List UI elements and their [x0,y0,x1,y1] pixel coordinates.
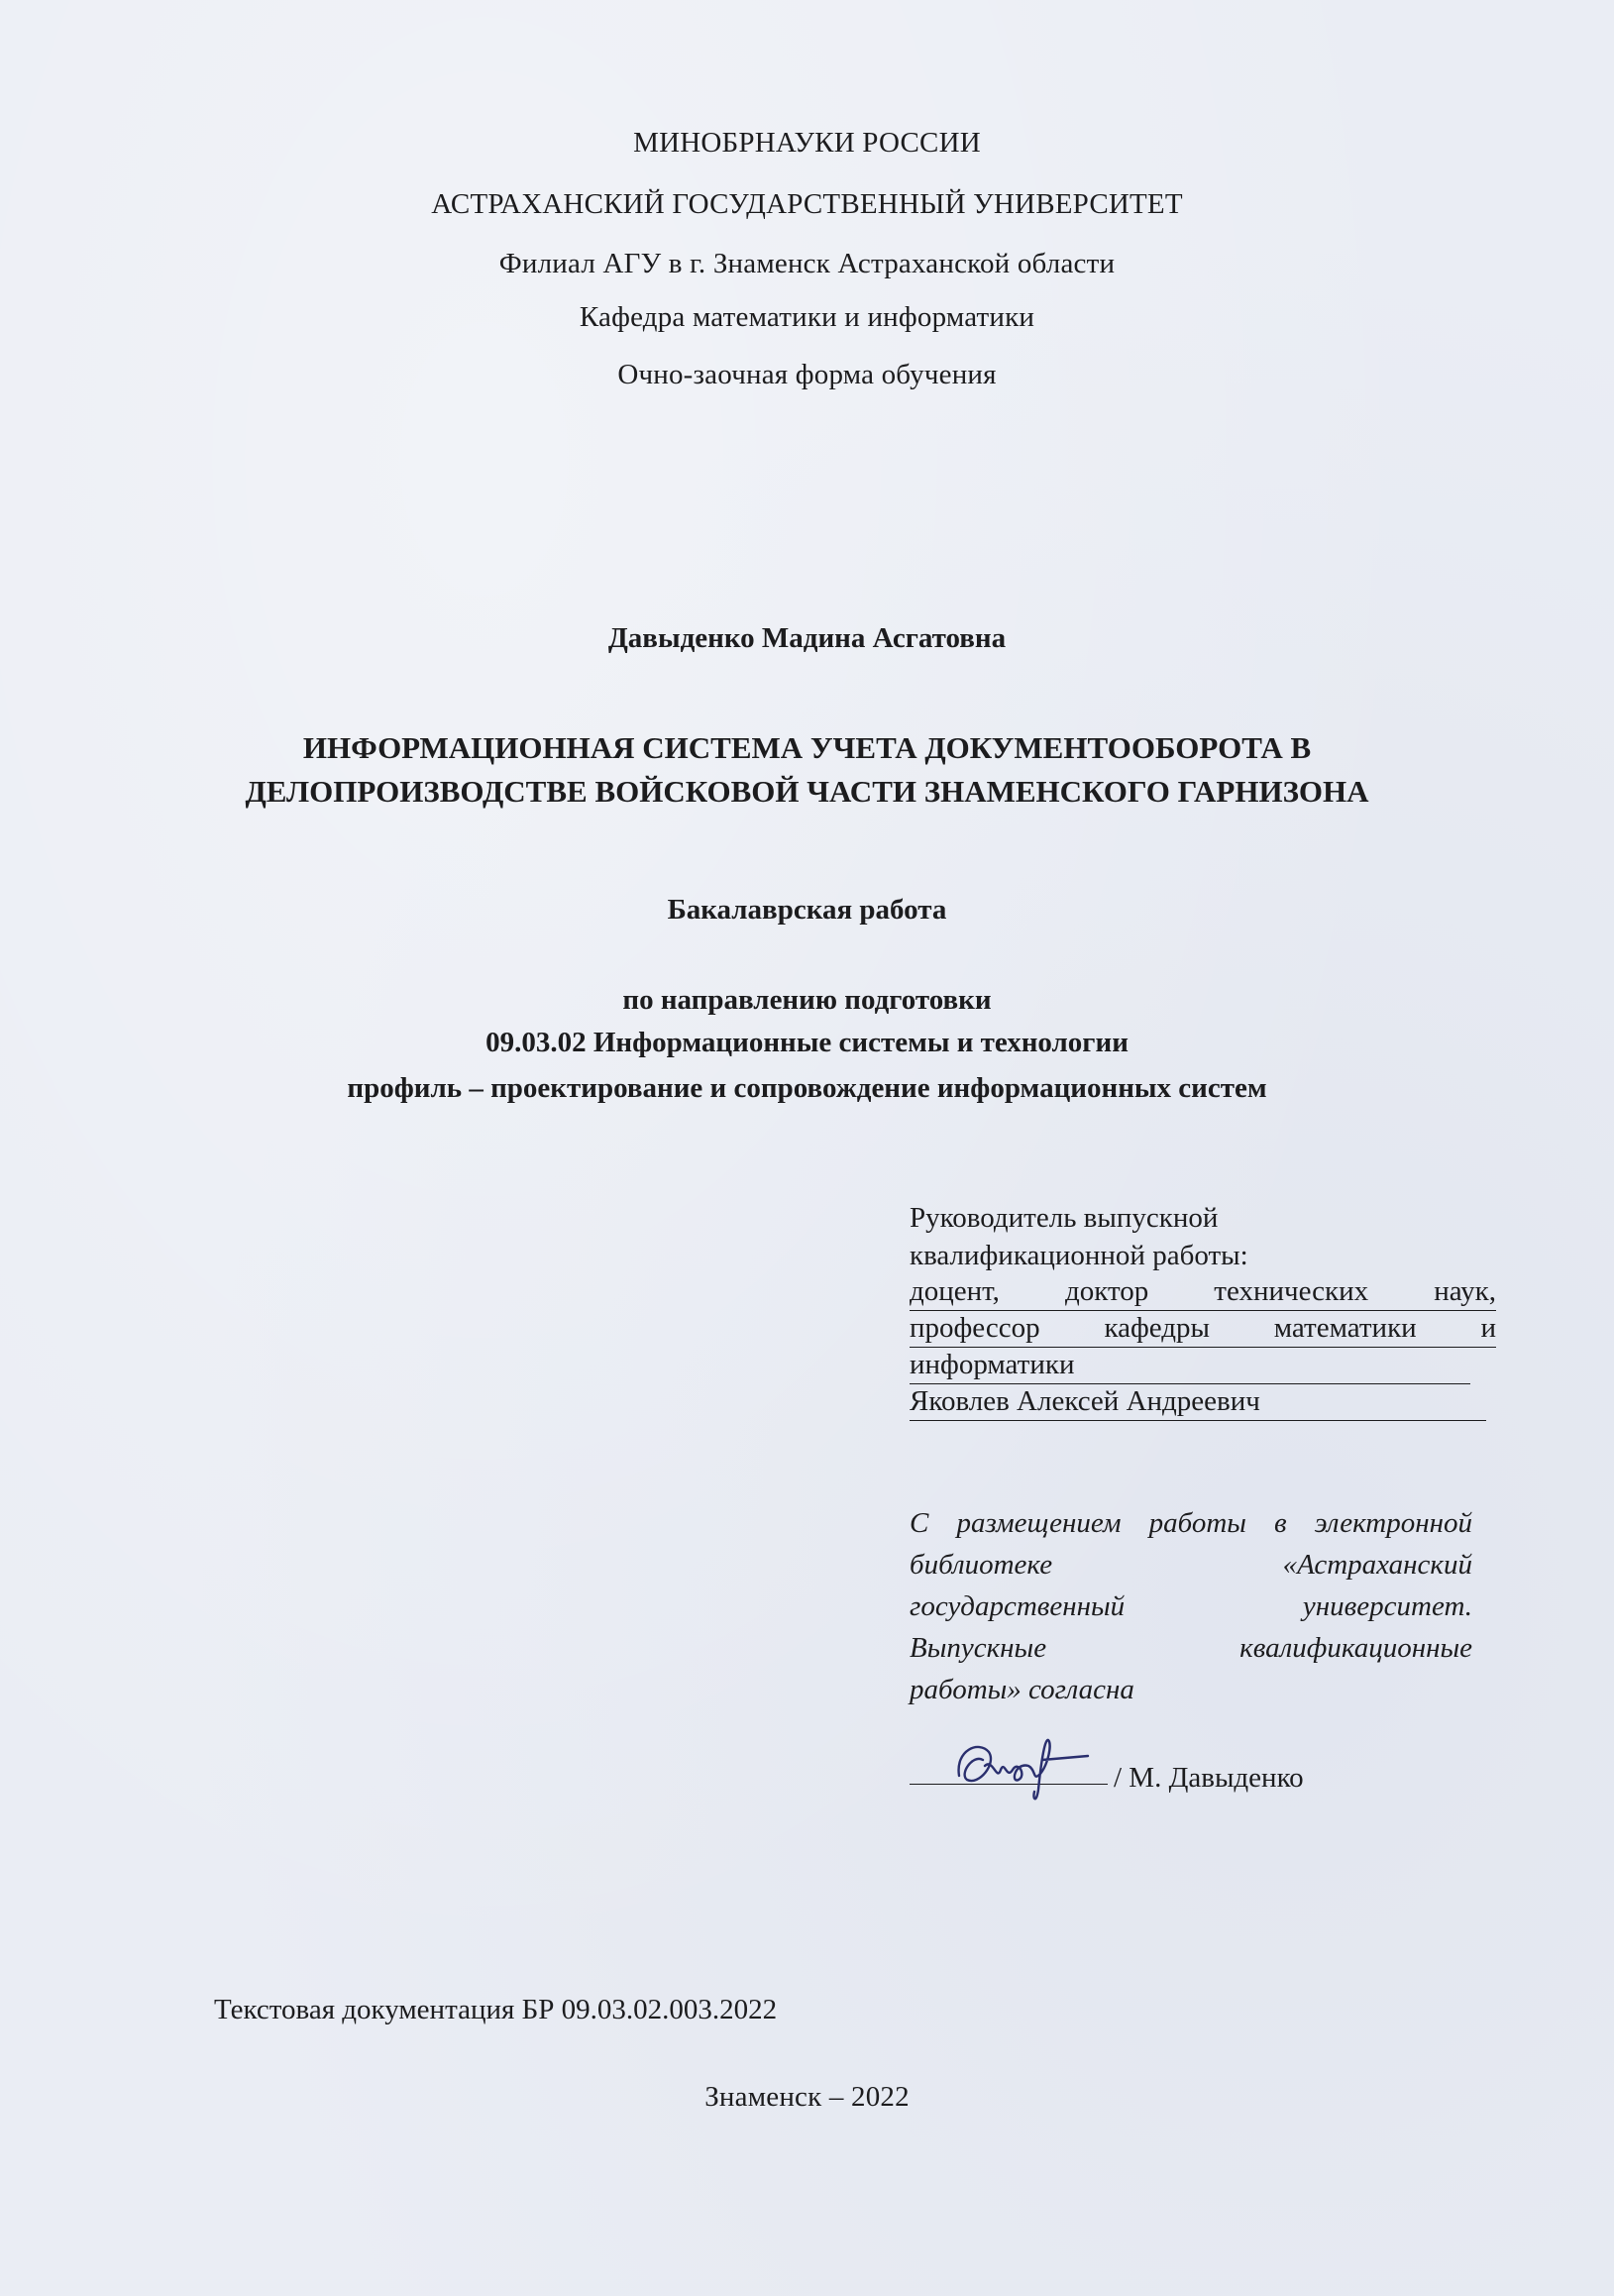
document-code: Текстовая документация БР 09.03.02.003.2022 [214,1994,778,2025]
supervisor-position-3: информатики [910,1348,1470,1384]
signature-name: / М. Давыденко [1114,1762,1304,1794]
supervisor-label-2: квалификационной работы: [910,1240,1248,1271]
supervisor-position-1: доцент, доктор технических наук, [910,1274,1496,1311]
branch-name: Филиал АГУ в г. Знаменск Астраханской области [498,248,1116,279]
university-name: АСТРАХАНСКИЙ ГОСУДАРСТВЕННЫЙ УНИВЕРСИТЕТ [431,188,1183,220]
ministry-name: МИНОБРНАУКИ РОССИИ [633,127,981,159]
department-name: Кафедра математики и информатики [579,301,1035,333]
author-name: Давыденко Мадина Асгатовна [607,622,1007,654]
supervisor-block [910,1199,1496,1421]
direction-code: 09.03.02 Информационные системы и технологии [485,1027,1129,1058]
city-year: Знаменск – 2022 [704,2081,910,2113]
supervisor-name: Яковлев Алексей Андреевич [910,1384,1486,1421]
direction-profile: профиль – проектирование и сопровождение информационных систем [347,1072,1267,1104]
thesis-title-line-1: ИНФОРМАЦИОННАЯ СИСТЕМА УЧЕТА ДОКУМЕНТООБОРОТА В [302,730,1312,765]
work-type: Бакалаврская работа [667,894,947,926]
consent-block [910,1502,1472,1710]
consent-line-2: библиотеке «Астраханский [910,1549,1472,1581]
consent-line-3: государственный университет. [910,1590,1472,1622]
consent-line-4: Выпускные квалификационные [910,1632,1472,1664]
consent-line-5: работы» согласна [910,1674,1134,1705]
supervisor-label-1: Руководитель выпускной [910,1202,1219,1234]
consent-line-1: С размещением работы в электронной [910,1507,1472,1539]
thesis-title-line-2: ДЕЛОПРОИЗВОДСТВЕ ВОЙСКОВОЙ ЧАСТИ ЗНАМЕНСКОГО ГАРНИЗОНА [245,774,1369,809]
direction-label: по направлению подготовки [622,984,992,1016]
signature-row [910,1732,1445,1802]
handwritten-signature [949,1730,1098,1809]
study-form: Очно-заочная форма обучения [617,359,997,390]
supervisor-position-2: профессор кафедры математики и [910,1311,1496,1348]
